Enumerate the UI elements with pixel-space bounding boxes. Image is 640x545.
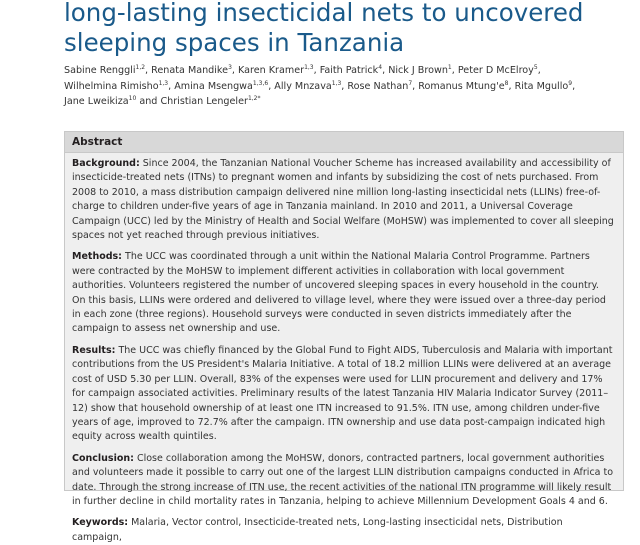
author [515, 81, 576, 92]
author-name: Karen Kramer [238, 65, 305, 76]
author [64, 96, 160, 107]
author-name: Sabine Renggli [64, 65, 136, 76]
author [458, 65, 541, 76]
abstract-heading: Abstract [65, 132, 623, 153]
author-name: Romanus Mtung'e [418, 80, 505, 92]
section-text: Since 2004, the Tanzanian National Voucher Scheme has increased availability and accessibility of insecticide-treated nets (ITNs) to pregnant women and infants by subsidizing the cost of nets purchased. From 2008 to 2010, a mass distribution campaign delivered nine million long-lasting insecticidal nets (LLINs) free-of-charge to children under-five years of age in Tanzania mainland. In 2010 and 2011, a Universal Coverage Campaign (UCC) led by the Ministry of Health and Social Welfare (MoHSW) was implemented to cover all sleeping spaces not yet reached through previous initiatives. [72, 158, 614, 242]
author-name: Ally Mnzava [274, 80, 332, 92]
abstract-results [72, 344, 615, 445]
author [347, 81, 418, 92]
abstract-body [65, 153, 623, 545]
author [418, 81, 514, 92]
author-separator: , [451, 65, 458, 76]
author-name: Amina Msengwa [174, 80, 253, 92]
author-affiliation: 8 [504, 79, 509, 87]
author-affiliation: 1,3 [331, 79, 342, 87]
title-line: sleeping spaces in Tanzania [64, 28, 405, 57]
author [160, 96, 260, 107]
author-affiliation: 1,3 [304, 63, 314, 71]
author [388, 65, 458, 76]
author-affiliation: 4 [378, 63, 383, 71]
author-separator: , [313, 65, 320, 76]
author-affiliation: 7 [408, 79, 413, 87]
section-label: Methods: [72, 251, 122, 263]
author-affiliation: 1,3,6 [252, 79, 269, 87]
section-label: Conclusion: [72, 452, 134, 464]
author [320, 65, 388, 76]
abstract-box [64, 131, 624, 543]
author-affiliation: 1 [447, 63, 452, 71]
paper-title [64, 0, 624, 58]
author-separator: , [572, 80, 576, 92]
section-label: Keywords: [72, 517, 129, 529]
abstract-keywords [72, 516, 615, 545]
section-label: Background: [72, 158, 140, 169]
author-affiliation: 10 [128, 94, 137, 102]
author-affiliation: 5 [533, 63, 538, 71]
abstract-methods [72, 250, 615, 336]
abstract-background [72, 157, 615, 243]
author-name: Nick J Brown [388, 65, 448, 76]
author-affiliation: 9 [568, 79, 573, 87]
abstract-conclusion [72, 452, 615, 510]
author-separator: , [508, 80, 515, 92]
author-separator: and [136, 96, 161, 107]
section-text: The UCC was coordinated through a unit within the National Malaria Control Programme. Partners were contracted by the MoHSW to implement different activities in collaboration with local government authorities. Volunteers registered the number of uncovered sleeping spaces in every household in the country. On this basis, LLINs were ordered and delivered to village level, where they were issued over a three-day period in each zone (three regions). Household surveys were conducted in seven districts immediately after the campaign to assess net ownership and use. [72, 251, 606, 335]
author-affiliation: 3 [228, 63, 232, 71]
author-separator: , [341, 80, 348, 92]
author-name: Jane Lweikiza [64, 96, 129, 107]
author-name: Faith Patrick [319, 65, 379, 76]
author [64, 81, 174, 92]
author [274, 81, 347, 92]
author-affiliation: 1,3 [158, 79, 169, 87]
author [238, 65, 320, 76]
author [174, 81, 274, 92]
author-name: Rita Mgullo [514, 80, 569, 92]
author-separator: , [412, 80, 419, 92]
author-separator: , [268, 80, 275, 92]
author-separator: , [145, 65, 152, 76]
author-separator: , [231, 65, 238, 76]
author-separator: , [382, 65, 389, 76]
section-text: Close collaboration among the MoHSW, donors, contracted partners, local government authorities and volunteers made it possible to carry out one of the largest LLIN distribution campaigns conducted in Africa to date. Through the strong increase of ITN use, the recent activities of the national ITN programme will likely result in further decline in child mortality rates in Tanzania, helping to achieve Millennium Development Goals 4 and 6. [72, 452, 614, 507]
section-label: Results: [72, 344, 116, 356]
author-name: Christian Lengeler [160, 96, 248, 107]
author-name: Renata Mandike [151, 65, 229, 76]
author-separator: , [537, 65, 541, 76]
author-separator: , [168, 80, 175, 92]
section-text: The UCC was chiefly financed by the Global Fund to Fight AIDS, Tuberculosis and Malaria with important contributions from the US President's Malaria Initiative. A total of 18.2 million LLINs were delivered at an average cost of USD 5.30 per LLIN. Overall, 83% of the expenses were used for LLIN procurement and delivery and 17% for campaign associated activities. Preliminary results of the latest Tanzania HIV Malaria Indicator Survey (2011–12) show that household ownership of at least one ITN increased to 91.5%. ITN use, among children under-five years of age, improved to 72.7% after the campaign. ITN ownership and use data post-campaign indicated high equity across wealth quintiles. [72, 344, 613, 443]
author-name: Wilhelmina Rimisho [64, 80, 159, 92]
author-name: Peter D McElroy [457, 65, 534, 76]
author-affiliation: 1,2* [247, 94, 261, 102]
author [151, 65, 238, 76]
author-list [64, 63, 624, 110]
section-text: Malaria, Vector control, Insecticide-treated nets, Long-lasting insecticidal nets, Distribution campaign, [72, 517, 563, 543]
author [64, 65, 151, 76]
author-affiliation: 1,2 [135, 63, 146, 71]
title-line: long-lasting insecticidal nets to uncovered [64, 0, 584, 27]
author-name: Rose Nathan [347, 80, 409, 92]
